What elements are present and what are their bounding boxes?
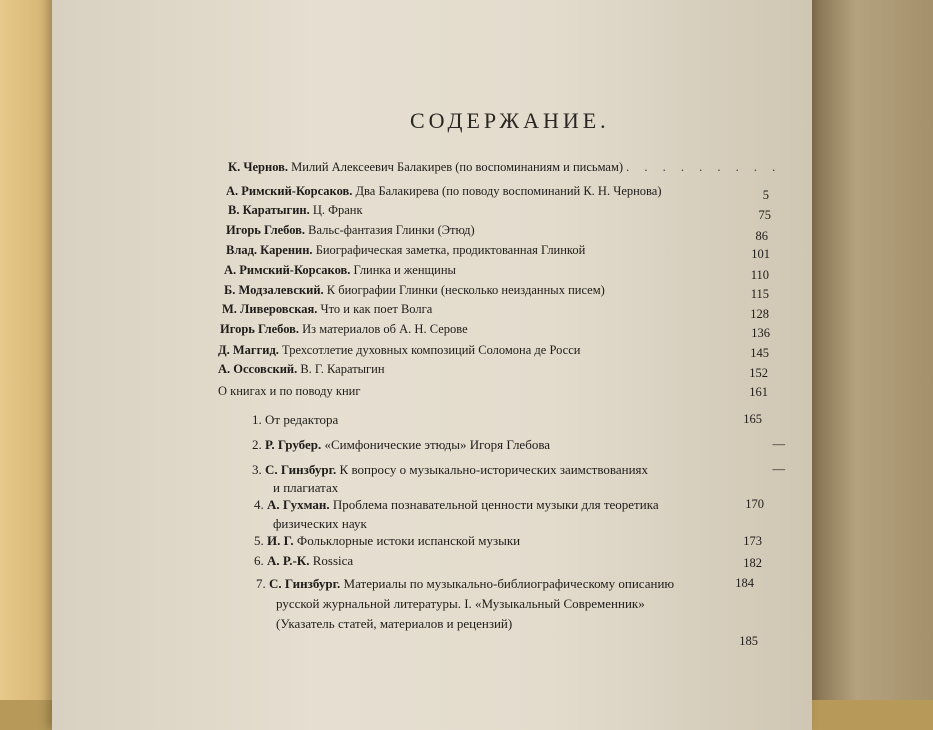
adjacent-page (800, 0, 933, 700)
subentry-title: Rossica (312, 553, 354, 568)
subentry-title-continued: и плагиатах (273, 480, 339, 495)
entry-author: А. Римский-Корсаков. (226, 184, 353, 198)
toc-entry (228, 160, 781, 175)
entry-page: 5 (762, 188, 769, 202)
entry-title: Ц. Франк (312, 203, 363, 217)
subentry-number: 5. (254, 533, 264, 548)
entry-page: 145 (750, 346, 769, 360)
toc-subentry (252, 412, 338, 428)
subentry-author: А. Гухман. (267, 497, 330, 512)
subentry-title: От редактора (265, 412, 339, 427)
subentry-page: 170 (745, 497, 764, 511)
subentry-page: 173 (743, 534, 762, 548)
page-title: СОДЕРЖАНИЕ. (410, 108, 610, 133)
entry-author: Влад. Каренин. (226, 243, 313, 257)
entry-page: 152 (749, 366, 768, 380)
subentry-author: Р. Грубер. (265, 437, 322, 452)
subentry-title: К вопросу о музыкально-исторических заимствованиях (339, 462, 649, 477)
entry-title: О книгах и по поводу книг (218, 384, 361, 398)
subentry-title: «Симфонические этюды» Игоря Глебова (324, 437, 551, 452)
entry-title: Глинка и женщины (353, 263, 456, 277)
toc-subentry (254, 553, 353, 569)
entry-author: Игорь Глебов. (220, 322, 300, 336)
toc-entry (218, 343, 580, 358)
toc-entry (226, 184, 662, 199)
subentry-page: 184 (735, 576, 754, 590)
entry-author: К. Чернов. (228, 160, 289, 174)
subentry-number: 1. (252, 412, 262, 427)
toc-subentry (254, 497, 659, 513)
toc-subentry (256, 576, 674, 592)
entry-author: М. Ливеровская. (222, 302, 318, 316)
toc-entry (226, 243, 585, 258)
subentry-number: 2. (252, 437, 262, 452)
entry-title: Милий Алексеевич Балакирев (по воспоминаниям и письмам) (291, 160, 624, 174)
entry-title: Из материалов об А. Н. Серове (302, 322, 468, 336)
entry-author: А. Римский-Корсаков. (224, 263, 351, 277)
subentry-title-continued: (Указатель статей, материалов и рецензий) (276, 616, 513, 631)
entry-title: Биографическая заметка, продиктованная Глинкой (315, 243, 586, 257)
subentry-page: — (772, 437, 785, 451)
subentry-title: Материалы по музыкально-библиографическому описанию (343, 576, 675, 591)
toc-entry (228, 203, 363, 218)
subentry-title-continued: физических наук (273, 516, 367, 531)
subentry-number: 3. (252, 462, 262, 477)
entry-author: Игорь Глебов. (226, 223, 306, 237)
subentry-page: 165 (743, 412, 762, 426)
subentry-page: 182 (743, 556, 762, 570)
entry-page: 136 (751, 326, 770, 340)
entry-title: К биографии Глинки (несколько неизданных писем) (326, 283, 605, 297)
toc-entry (220, 322, 468, 337)
entry-page: 75 (758, 208, 771, 222)
entry-title: Трехсотлетие духовных композиций Соломона де Росси (282, 343, 581, 357)
subentry-title: Фольклорные истоки испанской музыки (296, 533, 521, 548)
subentry-title: Проблема познавательной ценности музыки для теоретика (332, 497, 659, 512)
subentry-author: И. Г. (267, 533, 294, 548)
subentry-page: — (772, 462, 785, 476)
toc-subentry (254, 533, 520, 549)
entry-title: В. Г. Каратыгин (300, 362, 385, 376)
entry-author: Д. Маггид. (218, 343, 279, 357)
entry-page: 101 (751, 247, 770, 261)
subentry-author: С. Гинзбург. (265, 462, 337, 477)
subentry-author: С. Гинзбург. (269, 576, 341, 591)
entry-page: 110 (750, 268, 769, 282)
subentry-title-continued: русской журнальной литературы. I. «Музыкальный Современник» (276, 596, 645, 611)
entry-author: А. Оссовский. (218, 362, 298, 376)
entry-page: 115 (750, 287, 769, 301)
toc-entry (224, 283, 605, 298)
toc-entry (222, 302, 432, 317)
entry-title: Что и как поет Волга (320, 302, 433, 316)
subentry-author: А. Р.-К. (267, 553, 310, 568)
toc-subentry (252, 437, 550, 453)
toc-entry (226, 223, 475, 238)
entry-author: Б. Модзалевский. (224, 283, 324, 297)
toc-entry (224, 263, 456, 278)
entry-title: Вальс-фантазия Глинки (Этюд) (308, 223, 475, 237)
entry-author: В. Каратыгин. (228, 203, 310, 217)
toc-subentry (252, 462, 648, 478)
entry-page: 161 (749, 385, 768, 399)
toc-section-heading (218, 384, 361, 399)
subentry-number: 4. (254, 497, 264, 512)
subentry-number: 6. (254, 553, 264, 568)
entry-page: 128 (750, 307, 769, 321)
entry-title: Два Балакирева (по поводу воспоминаний К. Н. Чернова) (355, 184, 662, 198)
leader-dots: . . . . . . . . . (626, 160, 782, 174)
toc-entry (218, 362, 385, 377)
entry-page: 86 (755, 229, 768, 243)
subentry-page: 185 (739, 634, 758, 648)
subentry-number: 7. (256, 576, 266, 591)
